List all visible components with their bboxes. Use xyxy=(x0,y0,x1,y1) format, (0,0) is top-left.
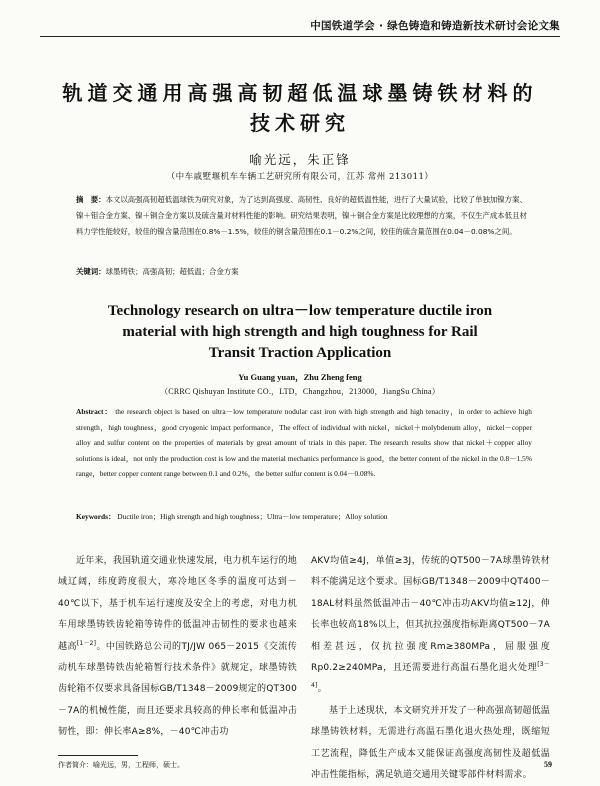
paragraph xyxy=(58,551,297,744)
english-abstract-label: Abstract： xyxy=(76,407,113,416)
chinese-abstract-text: 本文以高强高韧超低温球铁为研究对象，为了达到高强度、高韧性、良好的超低温性能，进行了大量试验，比较了单独加镍方案、镍＋钼合金方案、镍＋铜合金方案以及硫含量对材料性能的影响。研究结果表明，镍＋铜合金方案是比较理想的方案，不仅生产成本低且材料力学性能较好，较佳的镍含量范围在0.8%－1.5%，较佳的铜含量范围在0.1－0.2%之间，较佳的硫含量范围在0.04－0.08%之间。 xyxy=(76,195,527,236)
chinese-title-line-1: 轨道交通用高强高韧超低温球墨铸铁材料的 xyxy=(62,81,538,105)
chinese-keywords-label: 关键词： xyxy=(76,267,106,276)
english-authors: Yu Guang yuan，Zhu Zheng feng xyxy=(238,372,362,382)
chinese-affiliation: （中车戚墅堰机车车辆工艺研究所有限公司，江苏 常州 213011） xyxy=(166,172,434,182)
chinese-abstract-label: 摘 要： xyxy=(76,195,106,204)
citation-ref: [1－2] xyxy=(76,639,97,647)
body-column-right xyxy=(311,551,550,786)
english-title-line-3: Transit Traction Application xyxy=(208,345,392,361)
english-affiliation: （CRRC Qishuyan Institute CO.，LTD，Changzhou，213000，JiangSu China） xyxy=(160,387,440,396)
english-keywords-text: Ductile iron；High strength and high toughness；Ultra－low temperature；Alloy solution xyxy=(117,512,388,521)
header-rule xyxy=(40,36,560,37)
chinese-abstract xyxy=(76,192,532,240)
paragraph-text: AKV均值≥4J，单值≥3J，传统的QT500－7A球墨铸铁材料不能满足这个要求。国标GB/T1348－2009中QT400－18AL材料虽然低温冲击－40℃冲击功AKV均值≥12J，伸长率也较高18%以上，但其抗拉强度指标距离QT500－7A相差甚远，仅抗拉强度Rm≥380MPa，屈服强度Rp0.2≥240MPa，且还需要进行高温石墨化退火处理 xyxy=(311,556,550,674)
chinese-title xyxy=(40,78,560,138)
chinese-authors: 喻光远，朱正锋 xyxy=(249,152,351,167)
body-column-left xyxy=(58,551,297,744)
paragraph: 基于上述现状，本文研究并开发了一种高强高韧超低温球墨铸铁材料，无需进行高温石墨化退火热处理，既缩短工艺流程，降低生产成本又能保证高强度高韧性及超低温冲击性能指标，满足轨道交通用关键零部件材料需求。 xyxy=(311,705,550,781)
running-header: 中国铁道学会 · 绿色铸造和铸造新技术研讨会论文集 xyxy=(310,20,560,32)
footnote-rule xyxy=(58,755,138,756)
citation-ref: [3－4] xyxy=(311,661,550,690)
english-keywords-label: Keywords： xyxy=(76,512,116,521)
paragraph-text: 近年来，我国轨道交通业快速发展，电力机车运行的地域辽阔，纬度跨度很大，寒冷地区冬季的温度可达到－40℃以下，基于机车运行速度及安全上的考虑，对电力机车用球墨铸铁齿轮箱等铸件的低温冲击韧性的要求也越来越高 xyxy=(58,556,297,652)
chinese-title-line-2: 技术研究 xyxy=(250,111,350,135)
paragraph-text: 。中国铁路总公司的TJ/JW 065－2015《交流传动机车球墨铸铁齿轮箱暂行技术条件》就规定，球墨铸铁齿轮箱不仅要求具备国标GB/T1348－2009规定的QT300－7A的机械性能，而且还要求具较高的伸长率和低温冲击韧性，即：伸长率A≥8%，－40℃冲击功 xyxy=(58,641,297,738)
chinese-keywords xyxy=(76,265,532,279)
english-title-line-2: material with high strength and high toughness for Rail xyxy=(122,324,478,340)
chinese-keywords-text: 球墨铸铁；高强高韧；超低温；合金方案 xyxy=(105,267,239,276)
author-footnote: 作者简介：喻光远，男，工程师，硕士。 xyxy=(58,761,184,769)
page-number: 59 xyxy=(544,760,552,769)
paragraph-text: 。 xyxy=(317,684,327,695)
english-abstract-text: the research object is based on ultra－low temperature nodular cast iron with high strength and high tenacity，in order to achieve high strength，high toughness，good cryogenic impact performance，The effect of individual with nickel，nickel＋molybdenum alloy，nickel－copper alloy and sulfur content on the properties of materials by great amount of trials in this paper. The research results show that nickel＋copper alloy solutions is ideal，not only the production cost is low and the material mechanics performance is good，the better content of the nickel in the 0.8－1.5% range，better copper content range between 0.1 and 0.2%，the better sulfur content is 0.04－0.08%. xyxy=(76,407,532,479)
english-title-line-1: Technology research on ultra－low temperature ductile iron xyxy=(107,303,493,319)
english-abstract xyxy=(76,404,532,482)
english-title xyxy=(40,301,560,364)
english-keywords xyxy=(76,511,532,522)
paragraph xyxy=(311,551,550,701)
